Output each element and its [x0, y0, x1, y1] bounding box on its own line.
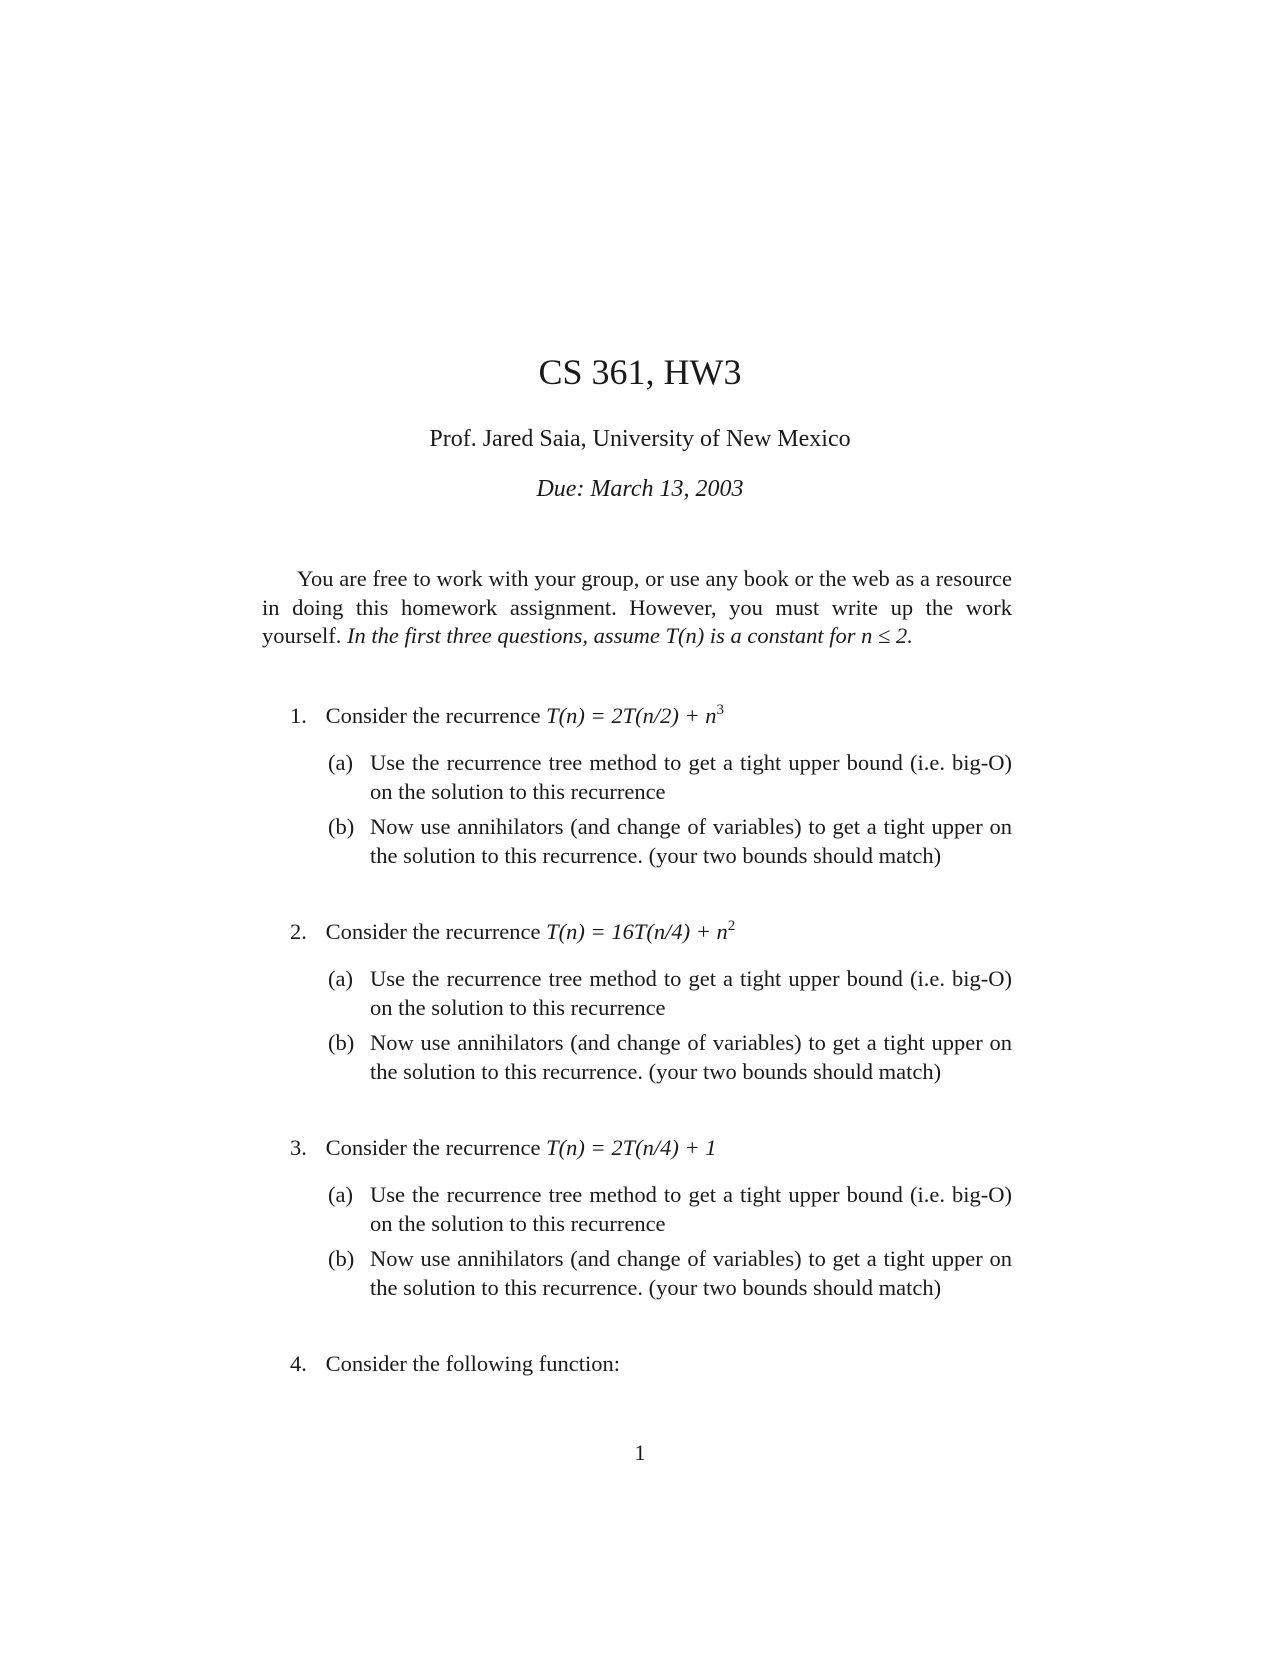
part-label: (a)	[328, 750, 353, 775]
recurrence-exponent: 2	[727, 918, 736, 934]
part-text: Use the recurrence tree method to get a tight upper bound (i.e. big-O) on the solution to this recurrence	[370, 966, 1012, 1020]
intro-math-a: T(n)	[665, 623, 705, 648]
question-number: 1.	[290, 703, 307, 728]
question-prefix: Consider the recurrence	[325, 703, 541, 728]
question-prefix: Consider the recurrence	[325, 1135, 541, 1160]
question-2-part-a	[328, 965, 1012, 1022]
question-3-part-b	[328, 1245, 1012, 1302]
intro-paragraph	[262, 565, 1012, 651]
part-label: (b)	[328, 814, 355, 839]
part-text: Now use annihilators (and change of variables) to get a tight upper on the solution to this recurrence. (your two bounds should match)	[370, 1246, 1012, 1300]
question-number: 2.	[290, 919, 307, 944]
part-label: (b)	[328, 1246, 355, 1271]
recurrence-exponent: 3	[716, 702, 725, 718]
part-text: Now use annihilators (and change of variables) to get a tight upper on the solution to this recurrence. (your two bounds should match)	[370, 1030, 1012, 1084]
due-date: Due: March 13, 2003	[536, 476, 744, 502]
question-1-part-a	[328, 749, 1012, 806]
intro-plain-text: You are free to work with your group, or use any book or the web as a resource in doing this homework assignment. However, you must write up the work yourself.	[262, 566, 1012, 648]
question-recurrence: T(n) = 2T(n/4) + 1	[546, 1135, 717, 1160]
question-1	[290, 702, 1012, 731]
question-3	[290, 1134, 1012, 1163]
part-text: Use the recurrence tree method to get a tight upper bound (i.e. big-O) on the solution to this recurrence	[370, 750, 1012, 804]
page-number: 1	[634, 1440, 646, 1465]
question-prefix: Consider the following function:	[325, 1351, 620, 1376]
intro-italic-text-a: In the first three questions, assume	[346, 623, 660, 648]
part-label: (a)	[328, 1182, 353, 1207]
question-number: 4.	[290, 1351, 307, 1376]
question-recurrence: T(n) = 16T(n/4) + n	[546, 919, 728, 944]
document-title: CS 361, HW3	[538, 352, 742, 392]
question-4	[290, 1350, 1012, 1379]
question-1-part-b	[328, 813, 1012, 870]
question-number: 3.	[290, 1135, 307, 1160]
question-3-part-a	[328, 1181, 1012, 1238]
part-label: (a)	[328, 966, 353, 991]
question-2	[290, 918, 1012, 947]
question-recurrence: T(n) = 2T(n/2) + n	[546, 703, 717, 728]
question-prefix: Consider the recurrence	[325, 919, 541, 944]
part-text: Now use annihilators (and change of variables) to get a tight upper on the solution to this recurrence. (your two bounds should match)	[370, 814, 1012, 868]
part-text: Use the recurrence tree method to get a tight upper bound (i.e. big-O) on the solution to this recurrence	[370, 1182, 1012, 1236]
intro-italic-text-b: is a constant for	[709, 623, 856, 648]
intro-math-b: n ≤ 2.	[861, 623, 913, 648]
question-2-part-b	[328, 1029, 1012, 1086]
part-label: (b)	[328, 1030, 355, 1055]
document-author: Prof. Jared Saia, University of New Mexico	[429, 426, 851, 452]
